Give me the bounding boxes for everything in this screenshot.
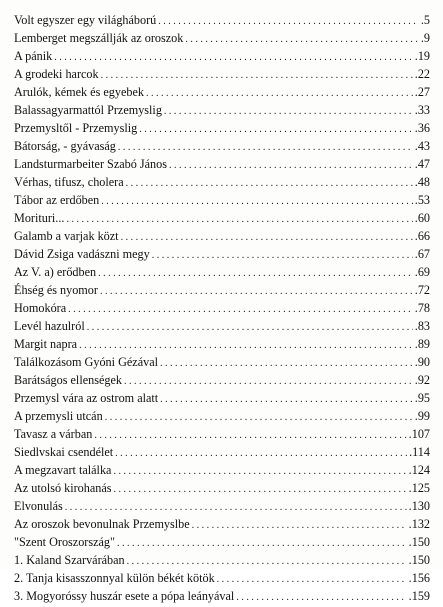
dot-leader [158,13,419,31]
toc-entry [14,389,430,407]
toc-entry-title: A grodeki harcok [14,67,99,81]
toc-entry [14,353,430,371]
toc-entry [14,119,430,137]
toc-entry-title: Przemysl vára az ostrom alatt [14,391,159,405]
toc-entry [14,11,430,29]
toc-entry [14,137,430,155]
toc-entry [14,479,430,497]
dot-leader [87,319,413,337]
toc-entry [14,263,430,281]
toc-entry [14,83,430,101]
toc-entry [14,47,430,65]
toc-entry-title: Galamb a varjak közt [14,229,119,243]
toc-entry [14,209,430,227]
dot-leader [185,31,419,49]
toc-entry-page-number: .33 [414,103,430,117]
toc-entry-title: Találkozásom Gyóni Gézával [14,355,158,369]
toc-entry-title: 1. Kaland Szarvárában [14,553,125,567]
toc-entry [14,407,430,425]
dot-leader [105,409,413,427]
toc-entry-title: Arulók, kémek és egyebek [14,85,144,99]
dot-leader [98,265,413,283]
dot-leader [124,373,413,391]
dot-leader [126,175,413,193]
toc-entry [14,371,430,389]
toc-entry-title: Przemysltől - Przemyslig [14,121,138,135]
toc-entry-title: Margit napra [14,337,78,351]
dot-leader [139,121,413,139]
dot-leader [101,193,413,211]
toc-entry-title: Volt egyszer egy világháború [14,13,157,27]
toc-entry-page-number: .22 [414,67,430,81]
toc-entry [14,443,430,461]
toc-entry [14,587,430,605]
toc-entry-page-number: .114 [409,445,430,459]
table-of-contents [14,11,430,605]
toc-entry-page-number: .130 [408,499,430,513]
toc-entry-page-number: .72 [414,283,430,297]
dot-leader [160,355,413,373]
toc-entry-page-number: .69 [414,265,430,279]
toc-entry-page-number: .47 [414,157,430,171]
dot-leader [164,103,413,121]
toc-entry-page-number: .99 [414,409,430,423]
dot-leader [117,535,407,553]
toc-entry [14,569,430,587]
toc-entry [14,335,430,353]
toc-entry [14,245,430,263]
toc-entry-title: Vérhas, tifusz, cholera [14,175,124,189]
toc-entry [14,299,430,317]
toc-entry-title: Tavasz a várban [14,427,93,441]
dot-leader [100,283,413,301]
toc-entry-title: Lemberget megszállják az oroszok [14,31,184,45]
toc-entry-page-number: .78 [414,301,430,315]
toc-entry-page-number: .43 [414,139,430,153]
dot-leader [152,247,413,265]
toc-entry-title: Éhség és nyomor [14,283,98,297]
toc-entry-title: Levél hazulról [14,319,85,333]
toc-entry-title: A przemysli utcán [14,409,103,423]
toc-entry-title: Dávid Zsiga vadászni megy [14,247,150,261]
dot-leader [94,427,406,445]
toc-entry-title: Siedlvskai csendélet [14,445,114,459]
dot-leader [101,67,413,85]
dot-leader [217,571,407,589]
toc-entry [14,65,430,83]
toc-entry-page-number: .5 [420,13,430,27]
toc-entry [14,281,430,299]
toc-entry-title: Homokóra [14,301,67,315]
toc-entry-title: A megzavart találka [14,463,112,477]
dot-leader [113,481,406,499]
toc-entry-page-number: .66 [414,229,430,243]
toc-entry-page-number: .125 [408,481,430,495]
toc-entry-page-number: .107 [408,427,430,441]
toc-entry [14,173,430,191]
toc-entry-title: Az utolsó kirohanás [14,481,112,495]
toc-entry [14,497,430,515]
dot-leader [54,49,413,67]
dot-leader [169,157,413,175]
toc-entry [14,29,430,47]
toc-entry-title: Balassagyarmattól Przemyslig [14,103,162,117]
toc-entry-title: Az V. a) erődben [14,265,97,279]
toc-entry-page-number: .124 [408,463,430,477]
dot-leader [160,391,413,409]
toc-entry-page-number: .95 [414,391,430,405]
toc-entry [14,515,430,533]
toc-entry [14,101,430,119]
toc-entry-title: 2. Tanja kisasszonnyal külön békét kötök [14,571,215,585]
toc-entry-title: Bátorság, - gyávaság [14,139,116,153]
toc-entry-title: "Szent Oroszország" [14,535,115,549]
toc-entry-title: Barátságos ellenségek [14,373,122,387]
dot-leader [113,463,406,481]
toc-entry [14,317,430,335]
toc-entry-page-number: .92 [414,373,430,387]
toc-entry-page-number: .9 [420,31,430,45]
toc-entry [14,533,430,551]
toc-entry-title: Elvonulás [14,499,63,513]
dot-leader [68,301,413,319]
toc-entry [14,461,430,479]
toc-entry-page-number: .156 [408,571,430,585]
dot-leader [121,229,413,247]
toc-entry-page-number: .27 [414,85,430,99]
toc-entry-page-number: .90 [414,355,430,369]
toc-entry-page-number: .132 [408,517,430,531]
toc-entry-page-number: .48 [414,175,430,189]
toc-entry-page-number: .53 [414,193,430,207]
toc-entry-page-number: .67 [414,247,430,261]
toc-entry [14,227,430,245]
toc-entry-title: Tábor az erdőben [14,193,100,207]
toc-entry-page-number: .150 [408,553,430,567]
toc-entry [14,551,430,569]
toc-entry-page-number: .36 [414,121,430,135]
toc-entry-title: 3. Mogyoróssy huszár esete a pópa leányával [14,589,235,603]
toc-entry [14,425,430,443]
dot-leader [146,85,413,103]
toc-entry-page-number: .150 [408,535,430,549]
toc-entry-page-number: .89 [414,337,430,351]
toc-entry-page-number: .60 [414,211,430,225]
toc-entry-title: Landsturmarbeiter Szabó János [14,157,167,171]
toc-entry-page-number: .83 [414,319,430,333]
toc-entry [14,155,430,173]
toc-entry-page-number: .19 [414,49,430,63]
dot-leader [236,589,406,607]
toc-entry-page-number: .159 [408,589,430,603]
dot-leader [115,445,407,463]
toc-entry-title: Az oroszok bevonulnak Przemyslbe [14,517,190,531]
toc-entry-title: A pánik [14,49,53,63]
toc-entry-title: Morituri... [14,211,65,225]
dot-leader [192,517,407,535]
toc-entry [14,191,430,209]
